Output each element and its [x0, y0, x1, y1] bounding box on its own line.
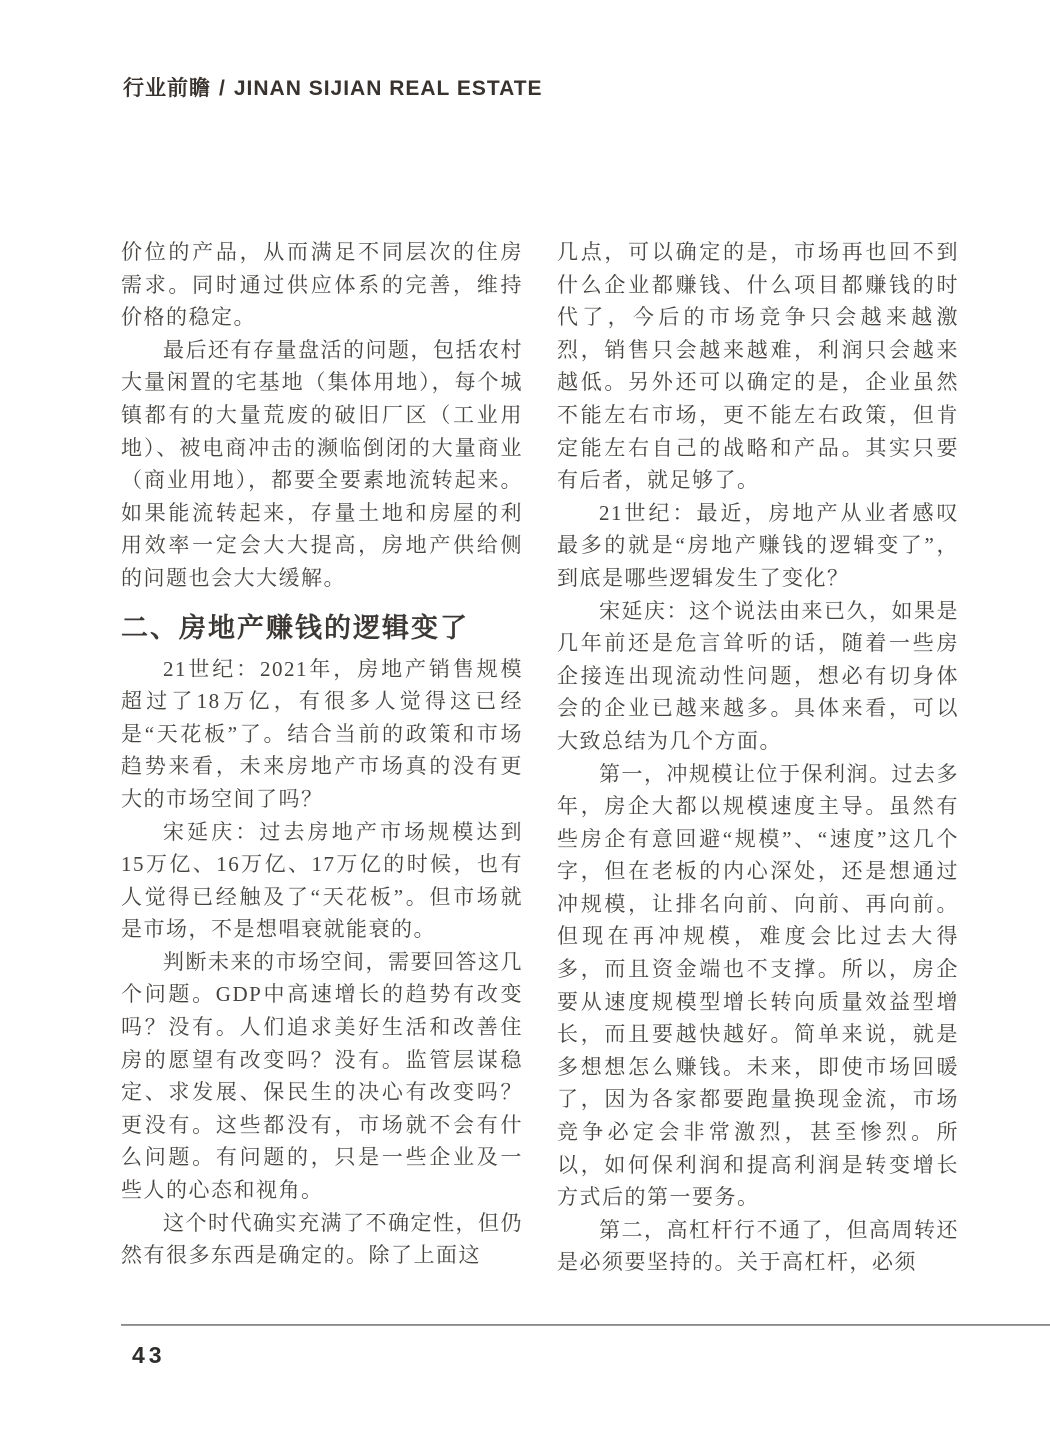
paragraph: 第一，冲规模让位于保利润。过去多年，房企大都以规模速度主导。虽然有些房企有意回避“规模”、“速度”这几个字，但在老板的内心深处，还是想通过冲规模，让排名向前、向前、再向前。但现在再冲规模，难度会比过去大得多，而且资金端也不支撑。所以，房企要从速度规模型增长转向质量效益型增长，而且要越快越好。简单来说，就是多想想怎么赚钱。未来，即使市场回暖了，因为各家都要跑量换现金流，市场竞争必定会非常激烈，甚至惨烈。所以，如何保利润和提高利润是转变增长方式后的第一要务。: [557, 761, 959, 1210]
page-number: 43: [132, 1342, 166, 1368]
paragraph: 价位的产品，从而满足不同层次的住房需求。同时通过供应体系的完善，维持价格的稳定。: [121, 240, 523, 330]
page-header: [123, 72, 543, 102]
paragraph: 最后还有存量盘活的问题，包括农村大量闲置的宅基地（集体用地），每个城镇都有的大量荒废的破旧厂区（工业用地）、被电商冲击的濒临倒闭的大量商业（商业用地），都要全要素地流转起来。如果能流转起来，存量土地和房屋的利用效率一定会大大提高，房地产供给侧的问题也会大大缓解。: [121, 337, 523, 590]
article-body: [121, 236, 959, 1279]
footer-rule: [121, 1324, 1050, 1326]
magazine-name-en: JINAN SIJIAN REAL ESTATE: [233, 77, 543, 100]
paragraph: 21世纪：2021年，房地产销售规模超过了18万亿，有很多人觉得这已经是“天花板”了。结合当前的政策和市场趋势来看，未来房地产市场真的没有更大的市场空间了吗？: [121, 656, 523, 811]
section-label-cn: 行业前瞻: [123, 77, 211, 100]
paragraph: 判断未来的市场空间，需要回答这几个问题。GDP中高速增长的趋势有改变吗？没有。人们追求美好生活和改善住房的愿望有改变吗？没有。监管层谋稳定、求发展、保民生的决心有改变吗？更没有。这些都没有，市场就不会有什么问题。有问题的，只是一些企业及一些人的心态和视角。: [121, 949, 523, 1203]
section-heading: 二、房地产赚钱的逻辑变了: [121, 612, 469, 643]
left-column: [121, 236, 523, 1279]
paragraph: 21世纪：最近，房地产从业者感叹最多的就是“房地产赚钱的逻辑变了”，到底是哪些逻辑发生了变化？: [557, 500, 959, 590]
paragraph: 第二，高杠杆行不通了，但高周转还是必须要坚持的。关于高杠杆，必须: [557, 1217, 959, 1275]
paragraph: 宋延庆：这个说法由来已久，如果是几年前还是危言耸听的话，随着一些房企接连出现流动性问题，想必有切身体会的企业已越来越多。具体来看，可以大致总结为几个方面。: [557, 598, 959, 753]
header-separator: /: [219, 77, 226, 100]
paragraph: 这个时代确实充满了不确定性，但仍然有很多东西是确定的。除了上面这: [121, 1210, 523, 1268]
paragraph: 宋延庆：过去房地产市场规模达到15万亿、16万亿、17万亿的时候，也有人觉得已经触及了“天花板”。但市场就是市场，不是想唱衰就能衰的。: [121, 819, 523, 942]
right-column: [557, 236, 959, 1279]
paragraph: 几点，可以确定的是，市场再也回不到什么企业都赚钱、什么项目都赚钱的时代了，今后的市场竞争只会越来越激烈，销售只会越来越难，利润只会越来越低。另外还可以确定的是，企业虽然不能左右市场，更不能左右政策，但肯定能左右自己的战略和产品。其实只要有后者，就足够了。: [557, 240, 959, 493]
